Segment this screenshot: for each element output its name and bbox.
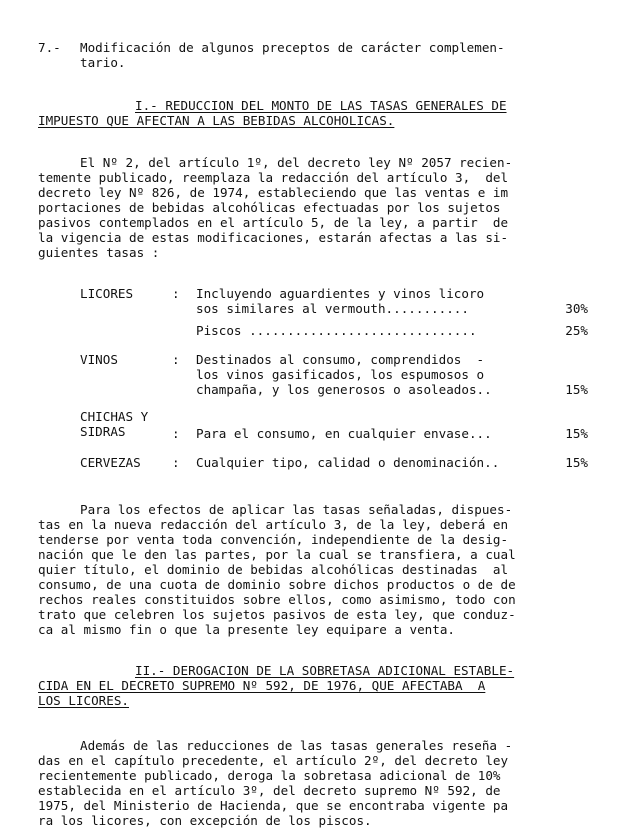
- rate-percent-chichas: 15%: [565, 426, 588, 441]
- paragraph-2-line: ca al mismo fin o que la presente ley equipare a venta.: [38, 622, 456, 637]
- rate-desc-licores-line-1: Incluyendo aguardientes y vinos licoro: [196, 286, 485, 301]
- rate-colon: :: [172, 455, 180, 470]
- paragraph-2-line: Para los efectos de aplicar las tasas señaladas, dispues-: [80, 502, 513, 517]
- paragraph-1-line: El Nº 2, del artículo 1º, del decreto ley Nº 2057 recien-: [80, 155, 513, 170]
- paragraph-3-line: recientemente publicado, deroga la sobretasa adicional de 10%: [38, 768, 501, 783]
- section-1-heading-line-1: I.- REDUCCION DEL MONTO DE LAS TASAS GENERALES DE: [135, 98, 507, 113]
- section-2-heading-line-3: LOS LICORES.: [38, 693, 129, 708]
- paragraph-3-line: das en el capítulo precedente, el artículo 2º, del decreto ley: [38, 753, 509, 768]
- rate-label-vinos: VINOS: [80, 352, 118, 367]
- rate-percent-vinos: 15%: [565, 382, 588, 397]
- rate-label-cervezas: CERVEZAS: [80, 455, 141, 470]
- rate-label-sidras: SIDRAS: [80, 424, 126, 439]
- section-2-heading-line-1: II.- DEROGACION DE LA SOBRETASA ADICIONAL ESTABLE-: [135, 663, 515, 678]
- rate-percent-cervezas: 15%: [565, 455, 588, 470]
- paragraph-1-line: pasivos contemplados en el artículo 5, de la ley, a partir de: [38, 215, 509, 230]
- section-2-heading-line-2: CIDA EN EL DECRETO SUPREMO Nº 592, DE 1976, QUE AFECTABA A: [38, 678, 486, 693]
- rate-percent-piscos: 25%: [565, 323, 588, 338]
- rate-label-chichas: CHICHAS Y: [80, 409, 149, 424]
- rate-desc-piscos: Piscos ..............................: [196, 323, 477, 338]
- paragraph-3-line: 1975, del Ministerio de Hacienda, que se encontraba vigente pa: [38, 798, 509, 813]
- paragraph-3-line: establecida en el artículo 3º, del decreto supremo Nº 592, de: [38, 783, 501, 798]
- paragraph-1-line: guientes tasas :: [38, 245, 160, 260]
- paragraph-2-line: trato que celebren los sujetos pasivos de esta ley, que conduz-: [38, 607, 516, 622]
- paragraph-3-line: ra los licores, con excepción de los piscos.: [38, 813, 372, 828]
- paragraph-2-line: nación que le den las partes, por la cual se transfiera, a cual: [38, 547, 516, 562]
- rate-desc-vinos-line-1: Destinados al consumo, comprendidos -: [196, 352, 485, 367]
- item-title-line-2: tario.: [80, 55, 126, 70]
- paragraph-1-line: la vigencia de estas modificaciones, estarán afectas a las si-: [38, 230, 509, 245]
- paragraph-2-line: tas en la nueva redacción del artículo 3, de la ley, deberá en: [38, 517, 509, 532]
- rate-percent-licores: 30%: [565, 301, 588, 316]
- rate-desc-vinos-line-3: champaña, y los generosos o asoleados..: [196, 382, 492, 397]
- rate-desc-chichas: Para el consumo, en cualquier envase...: [196, 426, 492, 441]
- rate-colon: :: [172, 286, 180, 301]
- paragraph-2-line: quier título, el dominio de bebidas alcohólicas destinadas al: [38, 562, 509, 577]
- item-title-line-1: Modificación de algunos preceptos de carácter complemen-: [80, 40, 505, 55]
- rate-desc-licores-line-2: sos similares al vermouth...........: [196, 301, 469, 316]
- rate-label-licores: LICORES: [80, 286, 134, 301]
- rate-colon: :: [172, 352, 180, 367]
- rate-colon: :: [172, 426, 180, 441]
- paragraph-1-line: decreto ley Nº 826, de 1974, estableciendo que las ventas e im: [38, 185, 509, 200]
- rate-desc-vinos-line-2: los vinos gasificados, los espumosos o: [196, 367, 485, 382]
- paragraph-2-line: tenderse por venta toda convención, independiente de la desig-: [38, 532, 509, 547]
- item-number: 7.-: [38, 40, 61, 55]
- paragraph-3-line: Además de las reducciones de las tasas generales reseña -: [80, 738, 513, 753]
- paragraph-2-line: rechos reales constituidos sobre ellos, como asimismo, todo con: [38, 592, 516, 607]
- section-1-heading-line-2: IMPUESTO QUE AFECTAN A LAS BEBIDAS ALCOHOLICAS.: [38, 113, 395, 128]
- paragraph-2-line: consumo, de una cuota de dominio sobre dichos productos o de de: [38, 577, 516, 592]
- paragraph-1-line: temente publicado, reemplaza la redacción del artículo 3, del: [38, 170, 509, 185]
- rate-desc-cervezas: Cualquier tipo, calidad o denominación..: [196, 455, 500, 470]
- paragraph-1-line: portaciones de bebidas alcohólicas efectuadas por los sujetos: [38, 200, 501, 215]
